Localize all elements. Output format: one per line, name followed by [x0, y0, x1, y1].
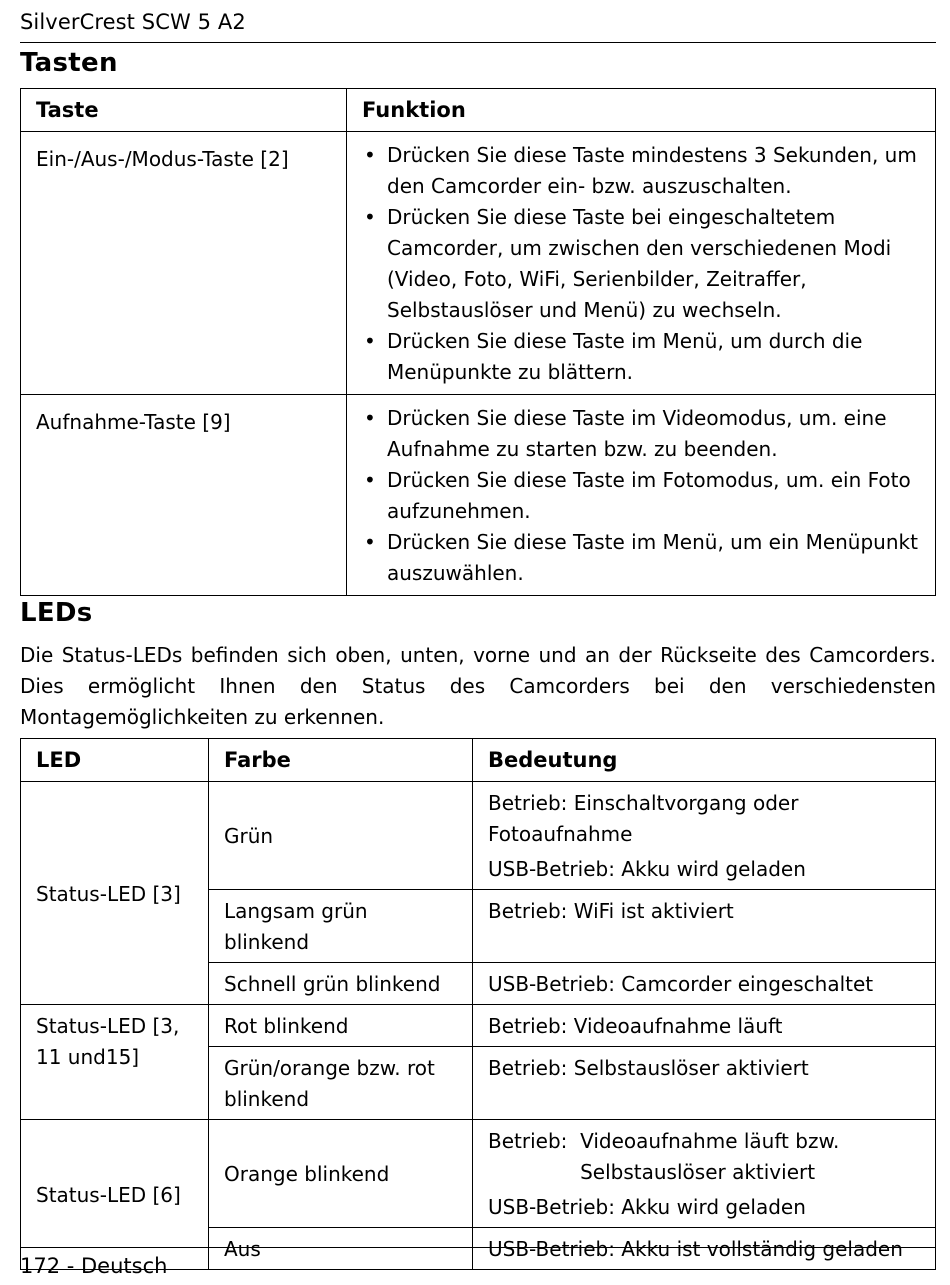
header-divider — [20, 42, 936, 43]
column-header-color: Farbe — [209, 739, 473, 782]
function-list — [362, 140, 920, 388]
led-name: Status-LED [6] — [21, 1120, 209, 1270]
key-function — [347, 395, 936, 596]
leds-intro-paragraph — [20, 640, 936, 733]
list-item: • Drücken Sie diese Taste mindestens 3 Sekunden, um den Camcorder ein- bzw. auszuschalten. — [362, 140, 920, 202]
led-table — [20, 738, 936, 1270]
footer-divider — [20, 1247, 936, 1248]
section-heading-leds: LEDs — [20, 598, 93, 628]
list-item: • Drücken Sie diese Taste im Menü, um ein Menüpunkt auszuwählen. — [362, 527, 920, 589]
section-heading-tasten: Tasten — [20, 48, 118, 78]
column-header-function: Funktion — [347, 89, 936, 132]
led-color: Grün — [209, 782, 473, 890]
led-name: Status-LED [3] — [21, 782, 209, 1005]
led-meaning: USB-Betrieb: Camcorder eingeschaltet — [473, 963, 936, 1005]
led-color: Langsam grün blinkend — [209, 890, 473, 963]
column-header-meaning: Bedeutung — [473, 739, 936, 782]
meaning-line: USB-Betrieb: Akku wird geladen — [488, 857, 806, 881]
meaning-line: Betrieb: Einschaltvorgang oder Fotoaufnahme — [488, 791, 799, 846]
page-footer: 172 - Deutsch — [20, 1254, 168, 1278]
key-function — [347, 132, 936, 395]
table-header-row — [21, 739, 936, 782]
led-color: Rot blinkend — [209, 1005, 473, 1047]
keys-table — [20, 88, 936, 596]
column-header-led: LED — [21, 739, 209, 782]
list-item: • Drücken Sie diese Taste im Fotomodus, um. ein Foto aufzunehmen. — [362, 465, 920, 527]
led-meaning: Betrieb: Selbstauslöser aktiviert — [473, 1047, 936, 1120]
list-item: • Drücken Sie diese Taste bei eingeschaltetem Camcorder, um zwischen den verschiedenen Modi (Video, Foto, WiFi, Serienbilder, Zeitraffer, Selbstauslöser und Menü) zu wechseln. — [362, 202, 920, 326]
meaning-line — [488, 1126, 920, 1188]
meaning-line: USB-Betrieb: Akku wird geladen — [488, 1195, 806, 1219]
led-meaning — [473, 1120, 936, 1228]
intro-text-line: Die Status-LEDs befinden sich oben, unten, vorne und an der Rückseite des Camcorders. Dies ermöglicht Ihnen den Status des Camcorders bei den verschiedensten — [20, 643, 936, 698]
meaning-text: Videoaufnahme läuft bzw. Selbstauslöser aktiviert — [580, 1129, 840, 1184]
document-header: SilverCrest SCW 5 A2 — [20, 10, 246, 34]
led-color: Aus — [209, 1228, 473, 1270]
list-item: • Drücken Sie diese Taste im Menü, um durch die Menüpunkte zu blättern. — [362, 326, 920, 388]
key-name: Aufnahme-Taste [9] — [21, 395, 347, 596]
led-name: Status-LED [3, 11 und15] — [21, 1005, 209, 1120]
led-color: Schnell grün blinkend — [209, 963, 473, 1005]
led-meaning: USB-Betrieb: Akku ist vollständig geladen — [473, 1228, 936, 1270]
meaning-label: Betrieb: — [488, 1129, 581, 1153]
led-meaning: Betrieb: Videoaufnahme läuft — [473, 1005, 936, 1047]
column-header-key: Taste — [21, 89, 347, 132]
led-meaning: Betrieb: WiFi ist aktiviert — [473, 890, 936, 963]
table-row — [21, 782, 936, 890]
function-list — [362, 403, 920, 589]
table-header-row — [21, 89, 936, 132]
led-meaning — [473, 782, 936, 890]
key-name: Ein-/Aus-/Modus-Taste [2] — [21, 132, 347, 395]
table-row — [21, 1005, 936, 1047]
table-row — [21, 132, 936, 395]
table-row — [21, 1120, 936, 1228]
led-color: Grün/orange bzw. rot blinkend — [209, 1047, 473, 1120]
table-row — [21, 395, 936, 596]
led-color: Orange blinkend — [209, 1120, 473, 1228]
intro-text-line: Montagemöglichkeiten zu erkennen. — [20, 705, 385, 729]
list-item: • Drücken Sie diese Taste im Videomodus, um. eine Aufnahme zu starten bzw. zu beenden. — [362, 403, 920, 465]
